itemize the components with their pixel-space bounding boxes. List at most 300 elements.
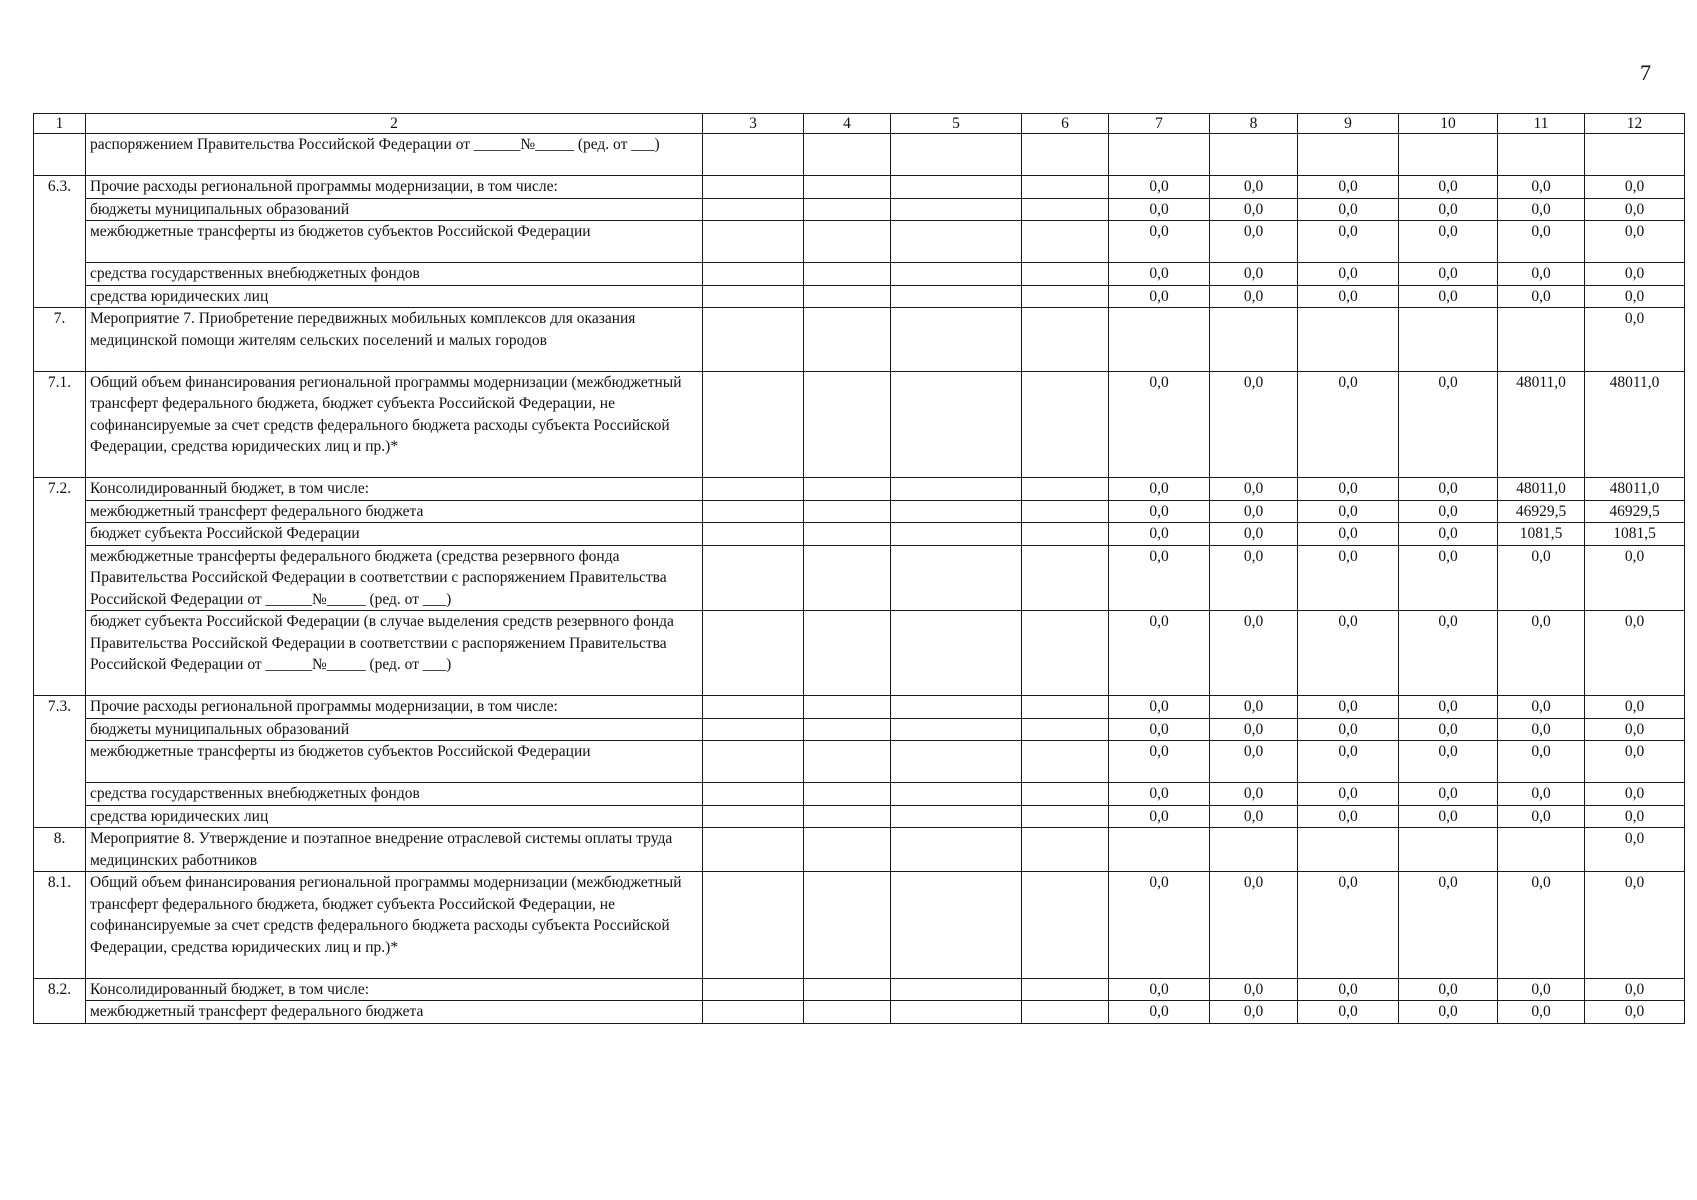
row-description: средства юридических лиц	[86, 805, 703, 828]
value-cell-col-12: 0,0	[1585, 978, 1685, 1001]
row-description: Мероприятие 7. Приобретение передвижных мобильных комплексов для оказания медицинской помощи жителям сельских поселений и малых городов	[86, 308, 703, 372]
row-number: 7.	[34, 308, 86, 372]
value-cell-col-11: 0,0	[1498, 783, 1585, 806]
value-cell-col-12: 0,0	[1585, 828, 1685, 872]
value-cell-col-12: 1081,5	[1585, 523, 1685, 546]
value-cell-col-11: 0,0	[1498, 611, 1585, 696]
empty-cell	[804, 545, 891, 611]
value-cell-col-10: 0,0	[1399, 371, 1498, 478]
value-cell-col-10: 0,0	[1399, 805, 1498, 828]
value-cell-col-12: 0,0	[1585, 198, 1685, 221]
value-cell-col-9: 0,0	[1298, 545, 1399, 611]
row-description: межбюджетный трансферт федерального бюджета	[86, 1001, 703, 1024]
value-cell-col-11: 0,0	[1498, 741, 1585, 783]
header-cell: 11	[1498, 114, 1585, 134]
empty-cell	[703, 805, 804, 828]
value-cell-col-9: 0,0	[1298, 478, 1399, 501]
value-cell-col-8: 0,0	[1210, 371, 1298, 478]
empty-cell	[891, 828, 1022, 872]
empty-cell	[703, 523, 804, 546]
empty-cell	[891, 285, 1022, 308]
value-cell-col-12: 0,0	[1585, 263, 1685, 286]
table-row	[34, 134, 1685, 176]
value-cell-col-9	[1298, 308, 1399, 372]
row-description: бюджеты муниципальных образований	[86, 198, 703, 221]
value-cell-col-7: 0,0	[1109, 263, 1210, 286]
table-row	[34, 872, 1685, 979]
empty-cell	[1022, 828, 1109, 872]
value-cell-col-12: 0,0	[1585, 718, 1685, 741]
value-cell-col-9: 0,0	[1298, 1001, 1399, 1024]
empty-cell	[891, 872, 1022, 979]
value-cell-col-7	[1109, 134, 1210, 176]
header-cell: 5	[891, 114, 1022, 134]
row-description: средства юридических лиц	[86, 285, 703, 308]
value-cell-col-12: 0,0	[1585, 545, 1685, 611]
header-cell: 6	[1022, 114, 1109, 134]
table-row	[34, 478, 1685, 501]
row-number: 7.2.	[34, 478, 86, 501]
value-cell-col-9: 0,0	[1298, 978, 1399, 1001]
empty-cell	[703, 134, 804, 176]
empty-cell	[891, 1001, 1022, 1024]
empty-cell	[891, 805, 1022, 828]
header-cell: 2	[86, 114, 703, 134]
row-description: бюджет субъекта Российской Федерации	[86, 523, 703, 546]
value-cell-col-8: 0,0	[1210, 263, 1298, 286]
value-cell-col-10: 0,0	[1399, 478, 1498, 501]
empty-cell	[1022, 696, 1109, 719]
value-cell-col-7: 0,0	[1109, 500, 1210, 523]
value-cell-col-8	[1210, 134, 1298, 176]
value-cell-col-7: 0,0	[1109, 1001, 1210, 1024]
empty-cell	[804, 263, 891, 286]
table-row	[34, 198, 1685, 221]
table-row	[34, 285, 1685, 308]
empty-cell	[703, 198, 804, 221]
value-cell-col-11	[1498, 134, 1585, 176]
table-row	[34, 308, 1685, 372]
value-cell-col-9: 0,0	[1298, 718, 1399, 741]
table-row	[34, 718, 1685, 741]
empty-cell	[804, 718, 891, 741]
empty-cell	[703, 221, 804, 263]
value-cell-col-11: 0,0	[1498, 872, 1585, 979]
value-cell-col-10: 0,0	[1399, 872, 1498, 979]
empty-cell	[804, 221, 891, 263]
empty-cell	[703, 872, 804, 979]
table-row	[34, 176, 1685, 199]
empty-cell	[891, 523, 1022, 546]
header-cell: 4	[804, 114, 891, 134]
empty-cell	[891, 134, 1022, 176]
table-row	[34, 221, 1685, 263]
value-cell-col-10: 0,0	[1399, 783, 1498, 806]
value-cell-col-8: 0,0	[1210, 1001, 1298, 1024]
value-cell-col-11: 46929,5	[1498, 500, 1585, 523]
header-cell: 12	[1585, 114, 1685, 134]
row-number	[34, 805, 86, 828]
row-description: Консолидированный бюджет, в том числе:	[86, 978, 703, 1001]
empty-cell	[891, 718, 1022, 741]
value-cell-col-11: 0,0	[1498, 221, 1585, 263]
value-cell-col-12: 0,0	[1585, 611, 1685, 696]
value-cell-col-7: 0,0	[1109, 611, 1210, 696]
value-cell-col-12: 48011,0	[1585, 478, 1685, 501]
value-cell-col-10: 0,0	[1399, 718, 1498, 741]
value-cell-col-8: 0,0	[1210, 741, 1298, 783]
value-cell-col-9: 0,0	[1298, 783, 1399, 806]
value-cell-col-9: 0,0	[1298, 285, 1399, 308]
value-cell-col-12: 0,0	[1585, 285, 1685, 308]
value-cell-col-10: 0,0	[1399, 523, 1498, 546]
header-cell: 7	[1109, 114, 1210, 134]
value-cell-col-10	[1399, 828, 1498, 872]
value-cell-col-7: 0,0	[1109, 371, 1210, 478]
table-row	[34, 263, 1685, 286]
row-number: 7.1.	[34, 371, 86, 478]
empty-cell	[891, 611, 1022, 696]
value-cell-col-10: 0,0	[1399, 500, 1498, 523]
empty-cell	[804, 176, 891, 199]
empty-cell	[703, 978, 804, 1001]
row-number: 8.2.	[34, 978, 86, 1001]
empty-cell	[804, 611, 891, 696]
value-cell-col-8	[1210, 828, 1298, 872]
value-cell-col-10	[1399, 308, 1498, 372]
empty-cell	[891, 545, 1022, 611]
value-cell-col-10: 0,0	[1399, 978, 1498, 1001]
empty-cell	[1022, 872, 1109, 979]
empty-cell	[703, 611, 804, 696]
row-description: Общий объем финансирования региональной программы модернизации (межбюджетный трансферт федерального бюджета, бюджет субъекта Российской Федерации, не софинансируемые за счет средств федерального бюджета расходы субъекта Российской Федерации, средства юридических лиц и пр.)*	[86, 371, 703, 478]
value-cell-col-9: 0,0	[1298, 221, 1399, 263]
row-number: 6.3.	[34, 176, 86, 199]
row-number: 7.3.	[34, 696, 86, 719]
value-cell-col-8: 0,0	[1210, 221, 1298, 263]
value-cell-col-7: 0,0	[1109, 285, 1210, 308]
empty-cell	[891, 221, 1022, 263]
empty-cell	[1022, 263, 1109, 286]
value-cell-col-11: 0,0	[1498, 545, 1585, 611]
value-cell-col-11: 0,0	[1498, 805, 1585, 828]
empty-cell	[891, 478, 1022, 501]
value-cell-col-9: 0,0	[1298, 611, 1399, 696]
page-number: 7	[1640, 60, 1651, 85]
value-cell-col-11: 0,0	[1498, 718, 1585, 741]
value-cell-col-9: 0,0	[1298, 805, 1399, 828]
empty-cell	[1022, 741, 1109, 783]
empty-cell	[703, 176, 804, 199]
empty-cell	[1022, 805, 1109, 828]
table-row	[34, 371, 1685, 478]
empty-cell	[1022, 371, 1109, 478]
header-cell: 10	[1399, 114, 1498, 134]
empty-cell	[1022, 478, 1109, 501]
value-cell-col-12: 0,0	[1585, 805, 1685, 828]
empty-cell	[703, 263, 804, 286]
empty-cell	[804, 978, 891, 1001]
empty-cell	[1022, 611, 1109, 696]
empty-cell	[891, 978, 1022, 1001]
value-cell-col-7: 0,0	[1109, 176, 1210, 199]
value-cell-col-11	[1498, 828, 1585, 872]
value-cell-col-11: 48011,0	[1498, 371, 1585, 478]
empty-cell	[891, 263, 1022, 286]
table-row	[34, 611, 1685, 696]
value-cell-col-9: 0,0	[1298, 523, 1399, 546]
empty-cell	[1022, 1001, 1109, 1024]
empty-cell	[804, 741, 891, 783]
value-cell-col-7: 0,0	[1109, 978, 1210, 1001]
value-cell-col-10: 0,0	[1399, 611, 1498, 696]
empty-cell	[1022, 221, 1109, 263]
empty-cell	[703, 1001, 804, 1024]
value-cell-col-12: 0,0	[1585, 308, 1685, 372]
empty-cell	[1022, 545, 1109, 611]
row-description: бюджет субъекта Российской Федерации (в случае выделения средств резервного фонда Правительства Российской Федерации в соответствии с распоряжением Правительства Российской Федерации от ______№_____ (ред. от ___)	[86, 611, 703, 696]
row-description: Мероприятие 8. Утверждение и поэтапное внедрение отраслевой системы оплаты труда медицинских работников	[86, 828, 703, 872]
empty-cell	[703, 783, 804, 806]
value-cell-col-8: 0,0	[1210, 198, 1298, 221]
row-number	[34, 263, 86, 286]
empty-cell	[804, 1001, 891, 1024]
value-cell-col-8: 0,0	[1210, 783, 1298, 806]
row-number	[34, 718, 86, 741]
header-cell: 1	[34, 114, 86, 134]
row-description: средства государственных внебюджетных фондов	[86, 263, 703, 286]
header-row	[34, 114, 1685, 134]
value-cell-col-10: 0,0	[1399, 198, 1498, 221]
empty-cell	[804, 872, 891, 979]
empty-cell	[804, 308, 891, 372]
row-number	[34, 611, 86, 696]
empty-cell	[804, 198, 891, 221]
empty-cell	[804, 134, 891, 176]
value-cell-col-11: 0,0	[1498, 1001, 1585, 1024]
row-number	[34, 198, 86, 221]
value-cell-col-7	[1109, 828, 1210, 872]
empty-cell	[1022, 176, 1109, 199]
value-cell-col-10: 0,0	[1399, 1001, 1498, 1024]
row-number	[34, 221, 86, 263]
row-description: распоряжением Правительства Российской Федерации от ______№_____ (ред. от ___)	[86, 134, 703, 176]
header-cell: 9	[1298, 114, 1399, 134]
value-cell-col-8: 0,0	[1210, 545, 1298, 611]
value-cell-col-11: 0,0	[1498, 198, 1585, 221]
empty-cell	[703, 696, 804, 719]
value-cell-col-10: 0,0	[1399, 263, 1498, 286]
value-cell-col-8	[1210, 308, 1298, 372]
empty-cell	[891, 176, 1022, 199]
table-row	[34, 1001, 1685, 1024]
row-description: межбюджетный трансферт федерального бюджета	[86, 500, 703, 523]
empty-cell	[1022, 285, 1109, 308]
empty-cell	[804, 523, 891, 546]
empty-cell	[891, 696, 1022, 719]
value-cell-col-9: 0,0	[1298, 696, 1399, 719]
value-cell-col-8: 0,0	[1210, 500, 1298, 523]
empty-cell	[804, 478, 891, 501]
table-row	[34, 783, 1685, 806]
value-cell-col-10: 0,0	[1399, 285, 1498, 308]
value-cell-col-12: 0,0	[1585, 176, 1685, 199]
empty-cell	[1022, 523, 1109, 546]
empty-cell	[891, 783, 1022, 806]
value-cell-col-9: 0,0	[1298, 500, 1399, 523]
value-cell-col-9: 0,0	[1298, 176, 1399, 199]
value-cell-col-7: 0,0	[1109, 872, 1210, 979]
row-number	[34, 500, 86, 523]
empty-cell	[804, 828, 891, 872]
value-cell-col-9: 0,0	[1298, 741, 1399, 783]
value-cell-col-9	[1298, 828, 1399, 872]
value-cell-col-8: 0,0	[1210, 478, 1298, 501]
value-cell-col-10: 0,0	[1399, 545, 1498, 611]
value-cell-col-11: 0,0	[1498, 285, 1585, 308]
value-cell-col-9: 0,0	[1298, 872, 1399, 979]
value-cell-col-12: 0,0	[1585, 696, 1685, 719]
empty-cell	[703, 828, 804, 872]
value-cell-col-8: 0,0	[1210, 696, 1298, 719]
table-row	[34, 523, 1685, 546]
value-cell-col-11: 0,0	[1498, 978, 1585, 1001]
financing-table	[33, 113, 1685, 1024]
empty-cell	[804, 805, 891, 828]
empty-cell	[891, 198, 1022, 221]
value-cell-col-7: 0,0	[1109, 545, 1210, 611]
empty-cell	[703, 478, 804, 501]
empty-cell	[1022, 783, 1109, 806]
value-cell-col-11: 0,0	[1498, 263, 1585, 286]
row-number	[34, 545, 86, 611]
row-description: межбюджетные трансферты из бюджетов субъектов Российской Федерации	[86, 221, 703, 263]
value-cell-col-9	[1298, 134, 1399, 176]
value-cell-col-10	[1399, 134, 1498, 176]
value-cell-col-7: 0,0	[1109, 741, 1210, 783]
value-cell-col-7: 0,0	[1109, 718, 1210, 741]
value-cell-col-12: 0,0	[1585, 783, 1685, 806]
value-cell-col-7: 0,0	[1109, 805, 1210, 828]
row-number	[34, 1001, 86, 1024]
row-number	[34, 523, 86, 546]
row-description: бюджеты муниципальных образований	[86, 718, 703, 741]
value-cell-col-8: 0,0	[1210, 176, 1298, 199]
value-cell-col-7: 0,0	[1109, 478, 1210, 501]
row-number: 8.	[34, 828, 86, 872]
value-cell-col-7	[1109, 308, 1210, 372]
value-cell-col-7: 0,0	[1109, 221, 1210, 263]
empty-cell	[703, 500, 804, 523]
row-description: средства государственных внебюджетных фондов	[86, 783, 703, 806]
table-row	[34, 805, 1685, 828]
empty-cell	[1022, 500, 1109, 523]
empty-cell	[703, 545, 804, 611]
empty-cell	[804, 371, 891, 478]
value-cell-col-8: 0,0	[1210, 523, 1298, 546]
table-row	[34, 696, 1685, 719]
value-cell-col-7: 0,0	[1109, 696, 1210, 719]
value-cell-col-11: 0,0	[1498, 176, 1585, 199]
row-number	[34, 134, 86, 176]
row-number	[34, 285, 86, 308]
value-cell-col-12: 46929,5	[1585, 500, 1685, 523]
empty-cell	[703, 308, 804, 372]
empty-cell	[703, 371, 804, 478]
value-cell-col-7: 0,0	[1109, 783, 1210, 806]
table-row	[34, 978, 1685, 1001]
value-cell-col-10: 0,0	[1399, 741, 1498, 783]
empty-cell	[1022, 718, 1109, 741]
empty-cell	[891, 308, 1022, 372]
header-cell: 3	[703, 114, 804, 134]
row-description: Консолидированный бюджет, в том числе:	[86, 478, 703, 501]
empty-cell	[804, 783, 891, 806]
empty-cell	[1022, 978, 1109, 1001]
value-cell-col-7: 0,0	[1109, 523, 1210, 546]
value-cell-col-9: 0,0	[1298, 263, 1399, 286]
row-number: 8.1.	[34, 872, 86, 979]
row-number	[34, 783, 86, 806]
value-cell-col-11	[1498, 308, 1585, 372]
value-cell-col-11: 0,0	[1498, 696, 1585, 719]
empty-cell	[1022, 198, 1109, 221]
row-description: межбюджетные трансферты из бюджетов субъектов Российской Федерации	[86, 741, 703, 783]
value-cell-col-8: 0,0	[1210, 872, 1298, 979]
row-description: Общий объем финансирования региональной программы модернизации (межбюджетный трансферт федерального бюджета, бюджет субъекта Российской Федерации, не софинансируемые за счет средств федерального бюджета расходы субъекта Российской Федерации, средства юридических лиц и пр.)*	[86, 872, 703, 979]
value-cell-col-10: 0,0	[1399, 221, 1498, 263]
empty-cell	[703, 741, 804, 783]
empty-cell	[1022, 308, 1109, 372]
value-cell-col-9: 0,0	[1298, 371, 1399, 478]
value-cell-col-8: 0,0	[1210, 805, 1298, 828]
row-description: Прочие расходы региональной программы модернизации, в том числе:	[86, 696, 703, 719]
table-row	[34, 545, 1685, 611]
table-row	[34, 828, 1685, 872]
value-cell-col-10: 0,0	[1399, 696, 1498, 719]
value-cell-col-11: 48011,0	[1498, 478, 1585, 501]
value-cell-col-12: 48011,0	[1585, 371, 1685, 478]
value-cell-col-12: 0,0	[1585, 741, 1685, 783]
row-description: межбюджетные трансферты федерального бюджета (средства резервного фонда Правительства Российской Федерации в соответствии с распоряжением Правительства Российской Федерации от ______№_____ (ред. от ___)	[86, 545, 703, 611]
empty-cell	[891, 741, 1022, 783]
empty-cell	[891, 371, 1022, 478]
row-number	[34, 741, 86, 783]
value-cell-col-8: 0,0	[1210, 611, 1298, 696]
value-cell-col-8: 0,0	[1210, 285, 1298, 308]
value-cell-col-8: 0,0	[1210, 718, 1298, 741]
table-row	[34, 500, 1685, 523]
value-cell-col-9: 0,0	[1298, 198, 1399, 221]
value-cell-col-12: 0,0	[1585, 1001, 1685, 1024]
value-cell-col-7: 0,0	[1109, 198, 1210, 221]
value-cell-col-12: 0,0	[1585, 221, 1685, 263]
empty-cell	[703, 718, 804, 741]
value-cell-col-12	[1585, 134, 1685, 176]
empty-cell	[703, 285, 804, 308]
empty-cell	[891, 500, 1022, 523]
empty-cell	[804, 500, 891, 523]
value-cell-col-12: 0,0	[1585, 872, 1685, 979]
empty-cell	[804, 285, 891, 308]
empty-cell	[1022, 134, 1109, 176]
value-cell-col-8: 0,0	[1210, 978, 1298, 1001]
row-description: Прочие расходы региональной программы модернизации, в том числе:	[86, 176, 703, 199]
header-cell: 8	[1210, 114, 1298, 134]
value-cell-col-11: 1081,5	[1498, 523, 1585, 546]
empty-cell	[804, 696, 891, 719]
table-row	[34, 741, 1685, 783]
